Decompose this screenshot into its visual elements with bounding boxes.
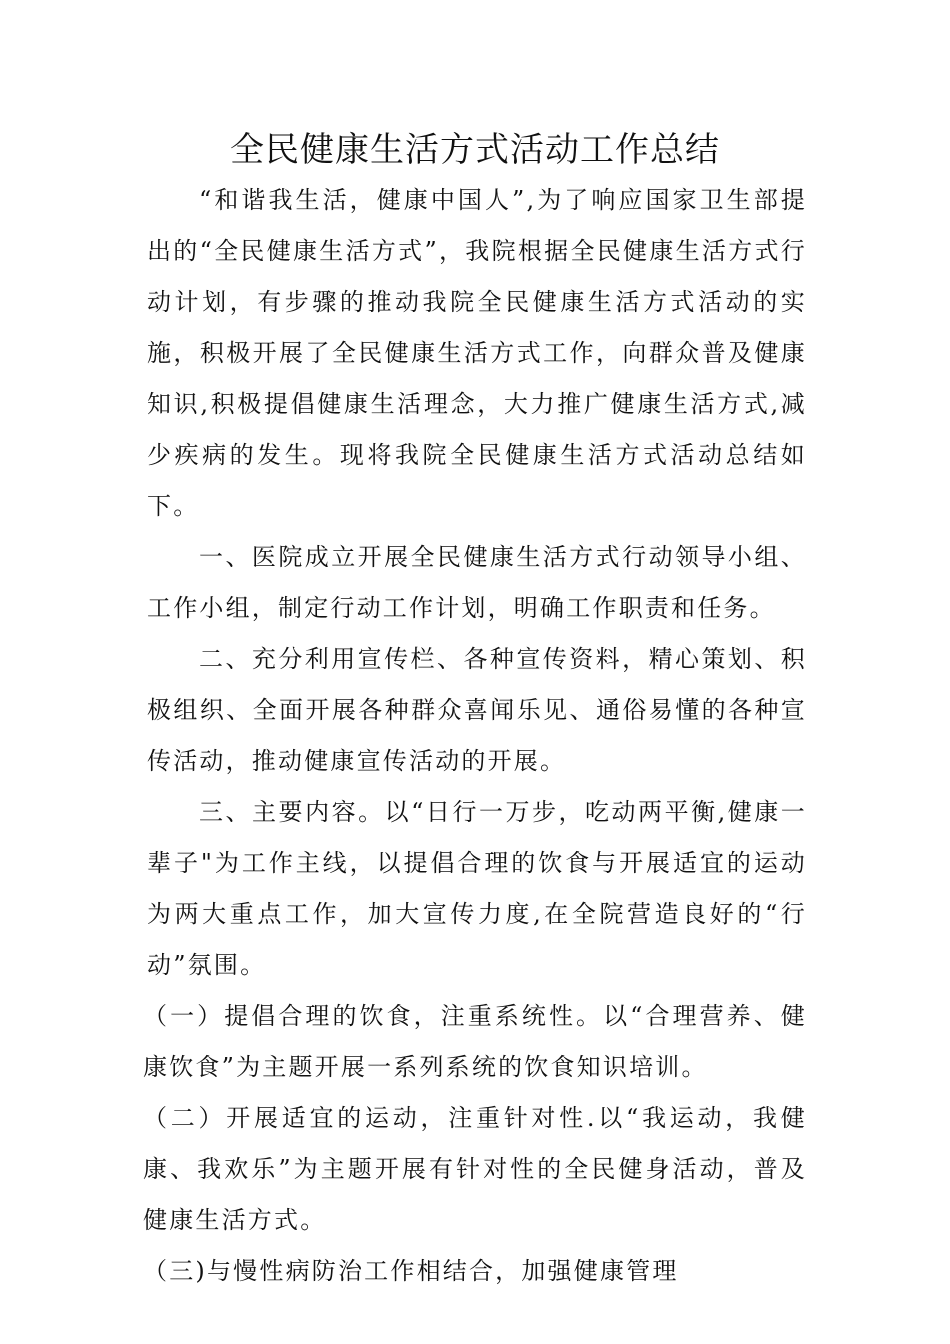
section-two-paragraph: 二、充分利用宣传栏、各种宣传资料，精心策划、积极组织、全面开展各种群众喜闻乐见、通俗易懂的各种宣传活动，推动健康宣传活动的开展。 [147, 645, 807, 775]
subitem-two: （二）开展适宜的运动，注重针对性.以“我运动，我健康、我欢乐”为主题开展有针对性的全民健身活动，普及健康生活方式。 [143, 1104, 807, 1234]
section-one-paragraph: 一、医院成立开展全民健康生活方式行动领导小组、工作小组，制定行动工作计划，明确工作职责和任务。 [147, 543, 807, 622]
document-body [143, 175, 807, 1297]
section-three-paragraph: 三、主要内容。以“日行一万步，吃动两平衡,健康一辈子"为工作主线，以提倡合理的饮食与开展适宜的运动为两大重点工作，加大宣传力度,在全院营造良好的“行动”氛围。 [147, 798, 807, 979]
document-title: 全民健康生活方式活动工作总结 [230, 130, 720, 170]
subitem-one: （一）提倡合理的饮食，注重系统性。以“合理营养、健康饮食”为主题开展一系列系统的饮食知识培训。 [143, 1002, 807, 1081]
subitem-three: （三)与慢性病防治工作相结合，加强健康管理 [143, 1257, 679, 1285]
intro-paragraph: “和谐我生活，健康中国人”,为了响应国家卫生部提出的“全民健康生活方式”，我院根据全民健康生活方式行动计划，有步骤的推动我院全民健康生活方式活动的实施，积极开展了全民健康生活方式工作，向群众普及健康知识,积极提倡健康生活理念，大力推广健康生活方式,减少疾病的发生。现将我院全民健康生活方式活动总结如下。 [147, 186, 807, 520]
